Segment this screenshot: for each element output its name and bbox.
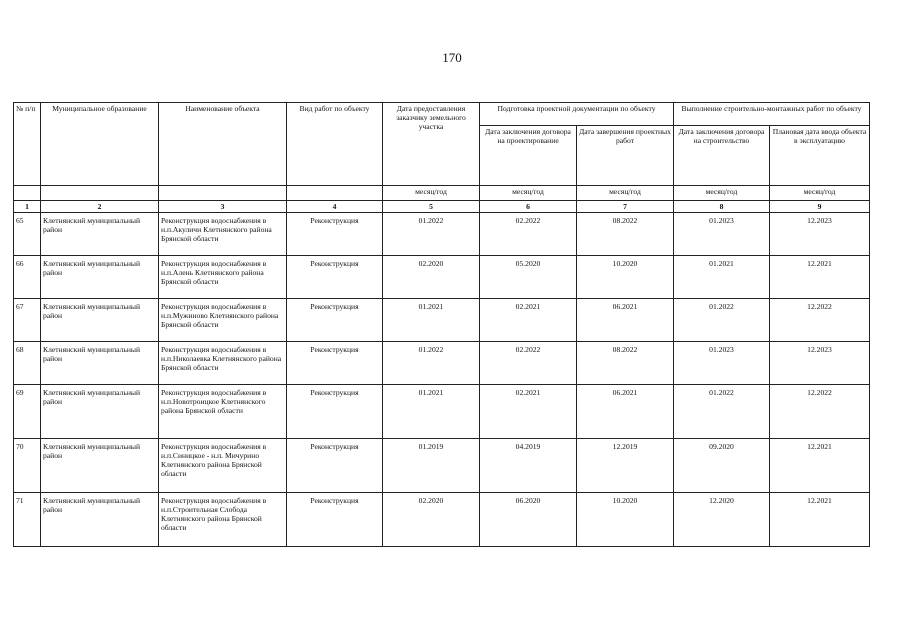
unit-label: месяц/год xyxy=(770,186,870,201)
header-work-type: Вид работ по объекту xyxy=(287,103,383,186)
table-row xyxy=(14,439,870,493)
work-cell: Реконструкция xyxy=(287,256,383,299)
design-contract-cell: 04.2019 xyxy=(480,439,577,493)
table-row xyxy=(14,213,870,256)
design-contract-cell: 06.2020 xyxy=(480,493,577,547)
column-number: 2 xyxy=(41,201,159,213)
table-row xyxy=(14,342,870,385)
build-contract-cell: 12.2020 xyxy=(674,493,770,547)
design-end-cell: 10.2020 xyxy=(577,256,674,299)
design-end-cell: 06.2021 xyxy=(577,385,674,439)
header-commission-date: Плановая дата ввода объекта в эксплуатацию xyxy=(770,126,870,186)
municipality-cell: Клетнянский муниципальный район xyxy=(41,213,159,256)
column-number: 4 xyxy=(287,201,383,213)
object-cell: Реконструкция водоснабжения в н.п.Николаевка Клетнянского района Брянской области xyxy=(159,342,287,385)
work-cell: Реконструкция xyxy=(287,439,383,493)
design-contract-cell: 02.2021 xyxy=(480,385,577,439)
build-contract-cell: 01.2023 xyxy=(674,342,770,385)
build-contract-cell: 01.2021 xyxy=(674,256,770,299)
build-contract-cell: 09.2020 xyxy=(674,439,770,493)
object-cell: Реконструкция водоснабжения в н.п.Синицкое - н.п. Мичурино Клетнянского района Брянской области xyxy=(159,439,287,493)
municipality-cell: Клетнянский муниципальный район xyxy=(41,342,159,385)
municipality-cell: Клетнянский муниципальный район xyxy=(41,493,159,547)
work-cell: Реконструкция xyxy=(287,213,383,256)
page-number: 170 xyxy=(442,50,462,65)
table-row xyxy=(14,493,870,547)
build-contract-cell: 01.2022 xyxy=(674,299,770,342)
commission-cell: 12.2021 xyxy=(770,256,870,299)
header-design-contract: Дата заключения договора на проектирование xyxy=(480,126,577,186)
table-row xyxy=(14,385,870,439)
table-row xyxy=(14,299,870,342)
land-date-cell: 01.2022 xyxy=(383,213,480,256)
unit-label: месяц/год xyxy=(577,186,674,201)
design-end-cell: 08.2022 xyxy=(577,342,674,385)
commission-cell: 12.2021 xyxy=(770,439,870,493)
municipality-cell: Клетнянский муниципальный район xyxy=(41,385,159,439)
design-end-cell: 06.2021 xyxy=(577,299,674,342)
land-date-cell: 01.2021 xyxy=(383,299,480,342)
row-number: 65 xyxy=(14,213,41,256)
design-contract-cell: 05.2020 xyxy=(480,256,577,299)
column-number: 5 xyxy=(383,201,480,213)
object-cell: Реконструкция водоснабжения в н.п.Строительная Слобода Клетнянского района Брянской области xyxy=(159,493,287,547)
land-date-cell: 01.2019 xyxy=(383,439,480,493)
column-number: 7 xyxy=(577,201,674,213)
commission-cell: 12.2022 xyxy=(770,299,870,342)
table-row xyxy=(14,256,870,299)
header-build-contract: Дата заключения договора на строительство xyxy=(674,126,770,186)
header-design-end: Дата завершения проектных работ xyxy=(577,126,674,186)
design-end-cell: 12.2019 xyxy=(577,439,674,493)
work-cell: Реконструкция xyxy=(287,342,383,385)
build-contract-cell: 01.2022 xyxy=(674,385,770,439)
work-cell: Реконструкция xyxy=(287,493,383,547)
header-land-date: Дата предоставления заказчику земельного участка xyxy=(383,103,480,186)
object-cell: Реконструкция водоснабжения в н.п.Акуличи Клетнянского района Брянской области xyxy=(159,213,287,256)
municipality-cell: Клетнянский муниципальный район xyxy=(41,256,159,299)
land-date-cell: 01.2021 xyxy=(383,385,480,439)
municipality-cell: Клетнянский муниципальный район xyxy=(41,439,159,493)
work-cell: Реконструкция xyxy=(287,385,383,439)
design-end-cell: 08.2022 xyxy=(577,213,674,256)
object-cell: Реконструкция водоснабжения в н.п.Алень Клетнянского района Брянской области xyxy=(159,256,287,299)
land-date-cell: 02.2020 xyxy=(383,493,480,547)
row-number: 69 xyxy=(14,385,41,439)
row-number: 67 xyxy=(14,299,41,342)
object-cell: Реконструкция водоснабжения в н.п.Новотроицкое Клетнянского района Брянской области xyxy=(159,385,287,439)
design-contract-cell: 02.2022 xyxy=(480,342,577,385)
work-cell: Реконструкция xyxy=(287,299,383,342)
commission-cell: 12.2023 xyxy=(770,213,870,256)
unit-label: месяц/год xyxy=(480,186,577,201)
unit-label: месяц/год xyxy=(674,186,770,201)
commission-cell: 12.2023 xyxy=(770,342,870,385)
build-contract-cell: 01.2023 xyxy=(674,213,770,256)
design-contract-cell: 02.2022 xyxy=(480,213,577,256)
municipality-cell: Клетнянский муниципальный район xyxy=(41,299,159,342)
unit-label: месяц/год xyxy=(383,186,480,201)
column-number: 8 xyxy=(674,201,770,213)
row-number: 66 xyxy=(14,256,41,299)
header-object-name: Наименование объекта xyxy=(159,103,287,186)
column-number: 6 xyxy=(480,201,577,213)
header-number: № п/п xyxy=(14,103,41,186)
schedule-table xyxy=(13,102,870,547)
column-number: 1 xyxy=(14,201,41,213)
header-municipality: Муниципальное образование xyxy=(41,103,159,186)
design-contract-cell: 02.2021 xyxy=(480,299,577,342)
header-design-group: Подготовка проектной документации по объекту xyxy=(480,103,674,126)
object-cell: Реконструкция водоснабжения в н.п.Мужиново Клетнянского района Брянской области xyxy=(159,299,287,342)
row-number: 68 xyxy=(14,342,41,385)
design-end-cell: 10.2020 xyxy=(577,493,674,547)
commission-cell: 12.2021 xyxy=(770,493,870,547)
land-date-cell: 02.2020 xyxy=(383,256,480,299)
land-date-cell: 01.2022 xyxy=(383,342,480,385)
column-number: 9 xyxy=(770,201,870,213)
row-number: 70 xyxy=(14,439,41,493)
header-construction-group: Выполнение строительно-монтажных работ по объекту xyxy=(674,103,870,126)
row-number: 71 xyxy=(14,493,41,547)
commission-cell: 12.2022 xyxy=(770,385,870,439)
column-number: 3 xyxy=(159,201,287,213)
